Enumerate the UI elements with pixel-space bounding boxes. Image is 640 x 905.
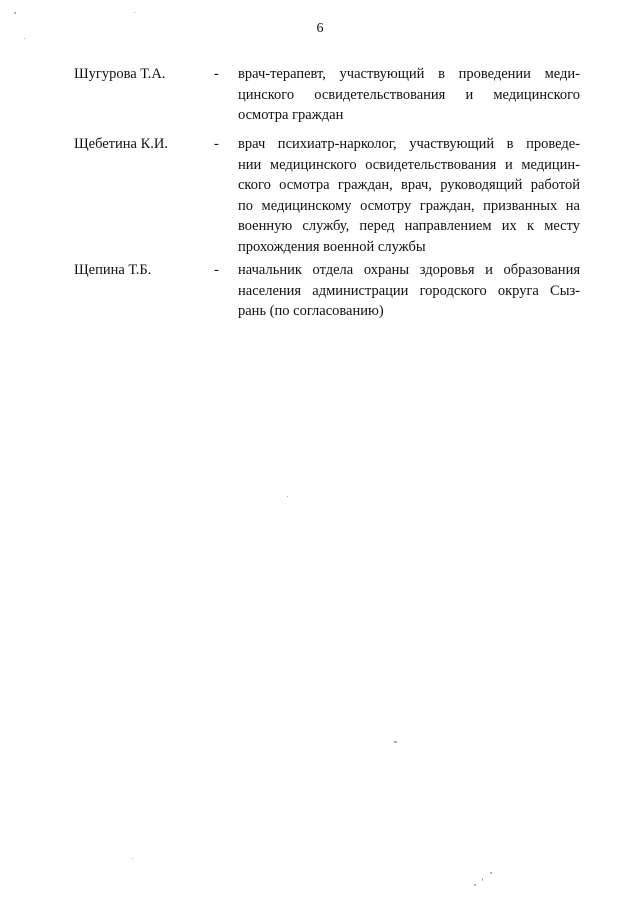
member-name: Шугурова Т.А. <box>74 66 166 82</box>
separator-dash: - <box>214 66 219 82</box>
role-line: осмотра граждан <box>238 107 344 123</box>
member-role-description <box>238 134 580 257</box>
role-line: врач психиатр-нарколог, участвующий в проведе- <box>238 136 580 152</box>
role-line: цинского освидетельствования и медицинского <box>238 86 580 103</box>
role-line: начальник отдела охраны здоровья и образования <box>238 262 580 278</box>
scan-speck <box>394 741 397 743</box>
role-line: населения администрации городского округа Сыз- <box>238 282 580 299</box>
separator-dash: - <box>214 262 219 278</box>
scan-speck <box>482 878 483 881</box>
scan-speck <box>474 884 476 886</box>
page-number: 6 <box>316 21 324 36</box>
scan-speck <box>132 858 133 859</box>
member-name: Щепина Т.Б. <box>74 262 152 278</box>
scan-speck <box>14 12 16 14</box>
member-role-description <box>238 64 580 126</box>
member-role-description <box>238 260 580 322</box>
role-line: рань (по согласованию) <box>238 303 384 319</box>
separator-dash: - <box>214 136 219 152</box>
role-line: по медицинскому осмотру граждан, призванных на <box>238 197 580 214</box>
scan-speck <box>490 872 492 874</box>
scan-speck <box>287 496 288 497</box>
role-line: военную службу, перед направлением их к месту <box>238 218 580 234</box>
role-line: ского осмотра граждан, врач, руководящий работой <box>238 177 580 193</box>
member-name: Щебетина К.И. <box>74 136 168 152</box>
role-line: прохождения военной службы <box>238 238 426 255</box>
scan-speck <box>24 38 25 39</box>
scan-speck <box>134 12 135 13</box>
role-line: нии медицинского освидетельствования и медицин- <box>238 156 580 173</box>
role-line: врач-терапевт, участвующий в проведении меди- <box>238 66 580 82</box>
